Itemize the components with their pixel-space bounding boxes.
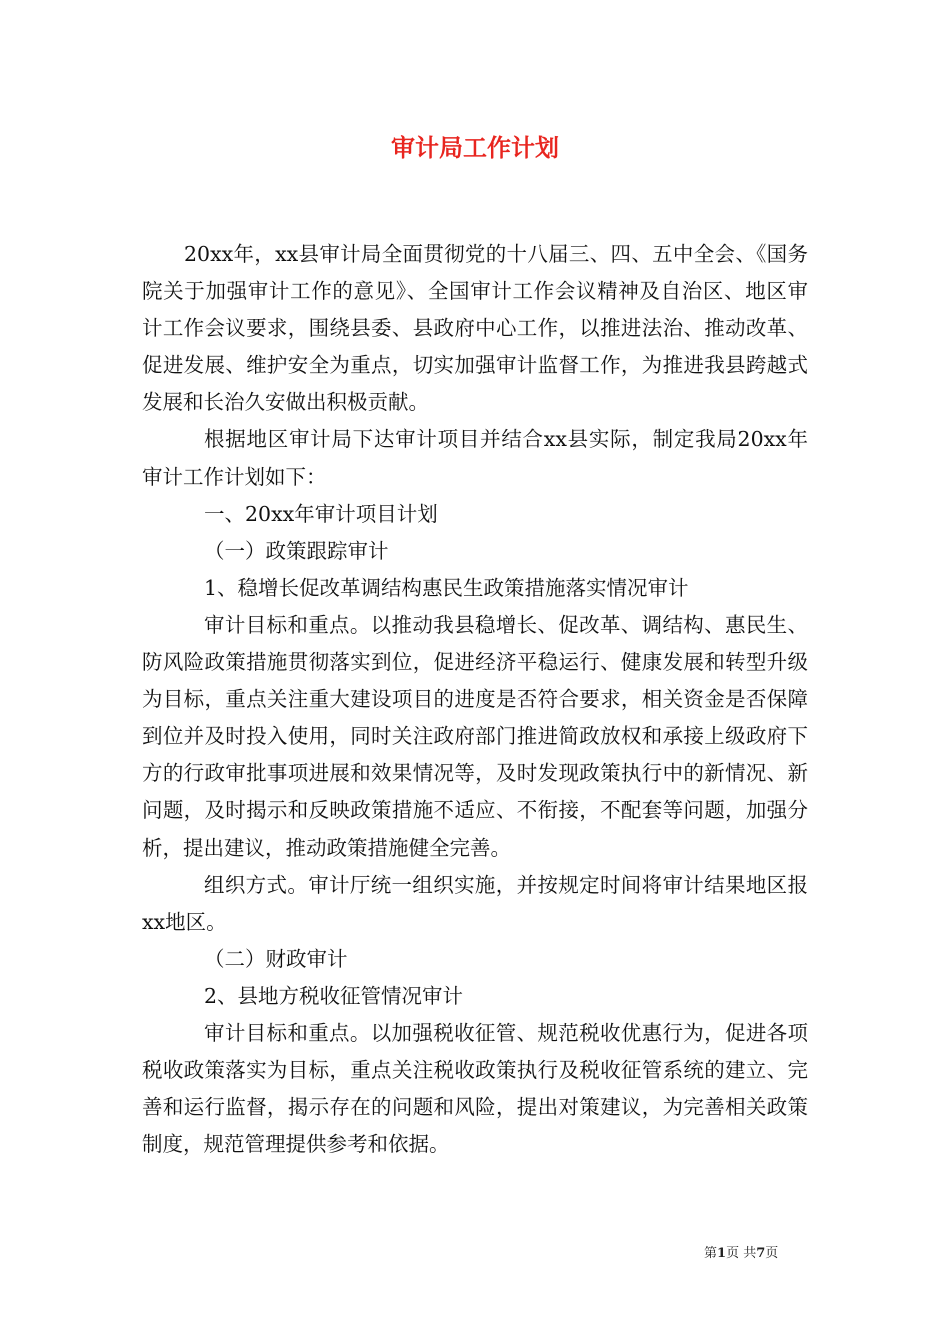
page-prefix: 第	[704, 1246, 718, 1261]
item-heading-2: 2、县地方税收征管情况审计	[204, 983, 464, 1008]
section-heading-1: 一、20xx年审计项目计划	[204, 501, 438, 526]
page-number	[704, 1245, 778, 1263]
paragraph-intro: 20xx年，xx县审计局全面贯彻党的十八届三、四、五中全会、《国务院关于加强审计工作的意见》、全国审计工作会议精神及自治区、地区审计工作会议要求，围绕县委、县政府中心工作，以推进法治、推动改革、促进发展、维护安全为重点，切实加强审计监督工作，为推进我县跨越式发展和长治久安做出积极贡献。	[142, 242, 808, 415]
document-body	[142, 236, 808, 1163]
page-middle: 页 共	[726, 1246, 757, 1261]
document-title: 审计局工作计划	[391, 134, 559, 162]
paragraph-organization-1: 组织方式。审计厅统一组织实施，并按规定时间将审计结果地区报xx地区。	[142, 872, 808, 934]
page-total: 7	[756, 1246, 766, 1261]
paragraph-targets-1: 审计目标和重点。以推动我县稳增长、促改革、调结构、惠民生、防风险政策措施贯彻落实到位，促进经济平稳运行、健康发展和转型升级为目标，重点关注重大建设项目的进度是否符合要求，相关资金是否保障到位并及时投入使用，同时关注政府部门推进简政放权和承接上级政府下方的行政审批事项进展和效果情况等，及时发现政策执行中的新情况、新问题，及时揭示和反映政策措施不适应、不衔接，不配套等问题，加强分析，提出建议，推动政策措施健全完善。	[142, 612, 808, 860]
page-current: 1	[717, 1246, 727, 1261]
paragraph-targets-2: 审计目标和重点。以加强税收征管、规范税收优惠行为，促进各项税收政策落实为目标，重点关注税收政策执行及税收征管系统的建立、完善和运行监督，揭示存在的问题和风险，提出对策建议，为完善相关政策制度，规范管理提供参考和依据。	[142, 1020, 808, 1157]
subsection-heading-policy: （一）政策跟踪审计	[204, 538, 389, 563]
page-suffix: 页	[765, 1246, 779, 1261]
paragraph-basis: 根据地区审计局下达审计项目并结合xx县实际，制定我局20xx年审计工作计划如下：	[142, 427, 808, 489]
item-heading-1: 1、稳增长促改革调结构惠民生政策措施落实情况审计	[204, 575, 689, 600]
subsection-heading-finance: （二）财政审计	[204, 946, 348, 971]
